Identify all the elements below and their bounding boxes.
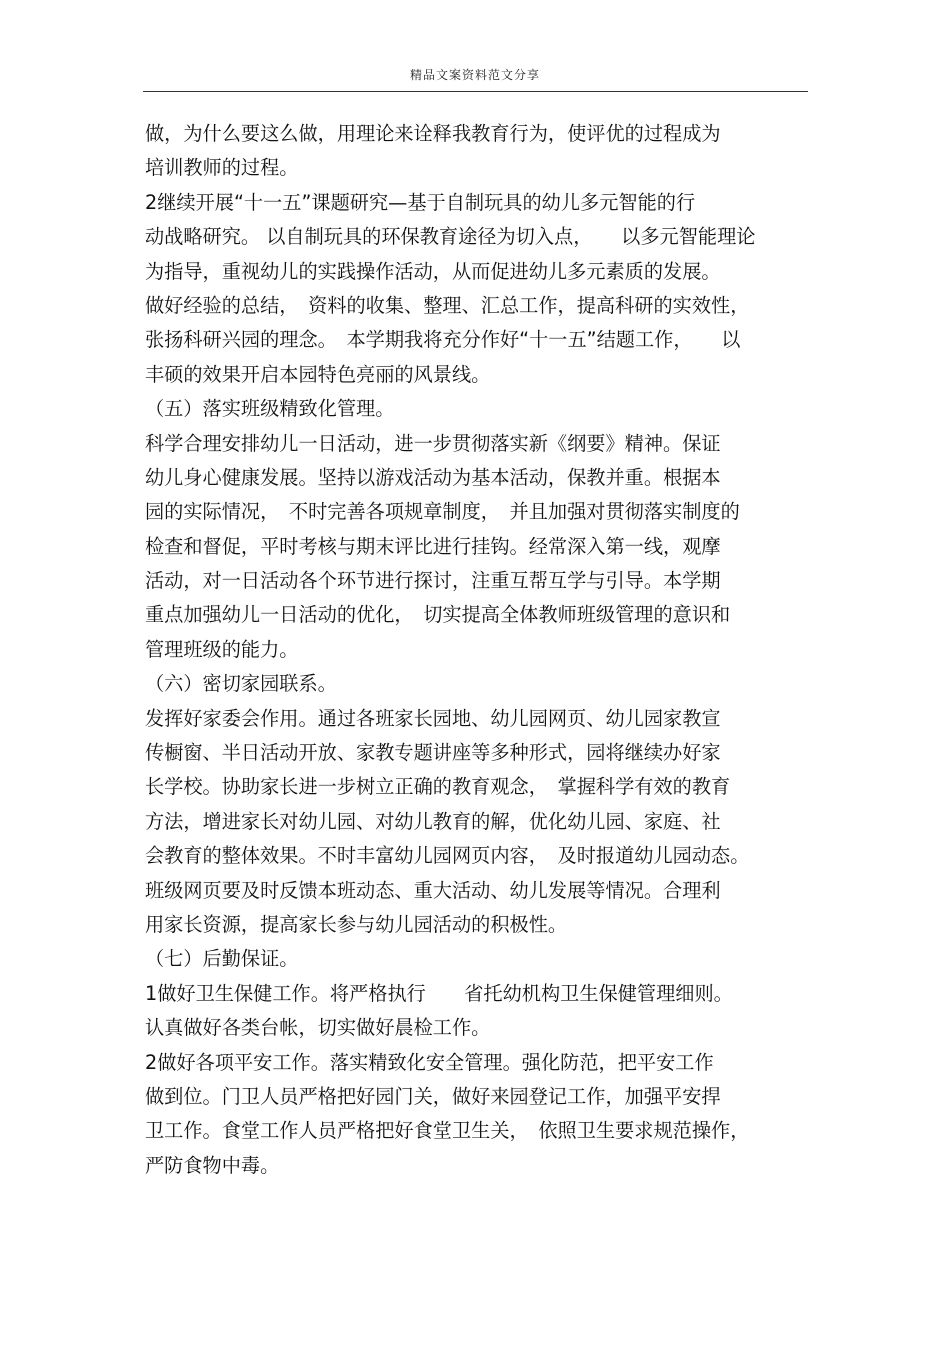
text-line: 做好经验的总结， 资料的收集、整理、汇总工作，提高科研的实效性， [145,293,750,317]
text-line: 幼儿身心健康发展。坚持以游戏活动为基本活动，保教并重。根据本 [145,465,721,489]
text-line: 班级网页要及时反馈本班动态、重大活动、幼儿发展等情况。合理利 [145,878,721,902]
text-line: 会教育的整体效果。不时丰富幼儿园网页内容， 及时报道幼儿园动态。 [145,844,750,868]
text-line: 重点加强幼儿一日活动的优化， 切实提高全体教师班级管理的意识和 [145,603,731,627]
text-line: 传橱窗、半日活动开放、家教专题讲座等多种形式，园将继续办好家 [145,741,721,765]
text-line: 发挥好家委会作用。通过各班家长园地、幼儿园网页、幼儿园家教宣 [145,706,721,730]
text-line: 管理班级的能力。 [145,637,299,661]
text-line: 2做好各项平安工作。落实精致化安全管理。强化防范，把平安工作 [145,1050,714,1074]
text-line: 严防食物中毒。 [145,1153,280,1177]
text-line: 培训教师的过程。 [145,156,299,180]
text-line: 活动，对一日活动各个环节进行探讨，注重互帮互学与引导。本学期 [145,569,721,593]
text-line: 为指导，重视幼儿的实践操作活动，从而促进幼儿多元素质的发展。 [145,259,721,283]
text-line: 丰硕的效果开启本园特色亮丽的风景线。 [145,362,491,386]
text-line: 长学校。协助家长进一步树立正确的教育观念， 掌握科学有效的教育 [145,775,731,799]
text-line: 用家长资源，提高家长参与幼儿园活动的积极性。 [145,912,568,936]
text-line: 2继续开展“十一五”课题研究—基于自制玩具的幼儿多元智能的行 [145,190,696,214]
text-line: 张扬科研兴园的理念。 本学期我将充分作好“十一五”结题工作， 以 [145,328,741,352]
text-line: 卫工作。食堂工作人员严格把好食堂卫生关， 依照卫生要求规范操作， [145,1119,750,1143]
text-line: 认真做好各类台帐，切实做好晨检工作。 [145,1016,491,1040]
page-header: 精品文案资料范文分享 [409,68,540,82]
section-heading: （六）密切家园联系。 [145,672,337,696]
text-line: 动战略研究。 以自制玩具的环保教育途径为切入点， 以多元智能理论 [145,225,756,249]
text-line: 科学合理安排幼儿一日活动，进一步贯彻落实新《纲要》精神。保证 [145,431,721,455]
section-heading: （五）落实班级精致化管理。 [145,397,395,421]
text-line: 方法，增进家长对幼儿园、对幼儿教育的解，优化幼儿园、家庭、社 [145,809,721,833]
section-heading: （七）后勤保证。 [145,947,299,971]
text-line: 1做好卫生保健工作。将严格执行 省托幼机构卫生保健管理细则。 [145,981,733,1005]
text-line: 检查和督促，平时考核与期末评比进行挂钩。经常深入第一线，观摩 [145,534,721,558]
document-body [145,117,825,1183]
text-line: 园的实际情况， 不时完善各项规章制度， 并且加强对贯彻落实制度的 [145,500,740,524]
text-line: 做，为什么要这么做，用理论来诠释我教育行为，使评优的过程成为 [145,122,721,145]
text-line: 做到位。门卫人员严格把好园门关，做好来园登记工作，加强平安捍 [145,1084,721,1108]
header-divider [143,91,808,92]
